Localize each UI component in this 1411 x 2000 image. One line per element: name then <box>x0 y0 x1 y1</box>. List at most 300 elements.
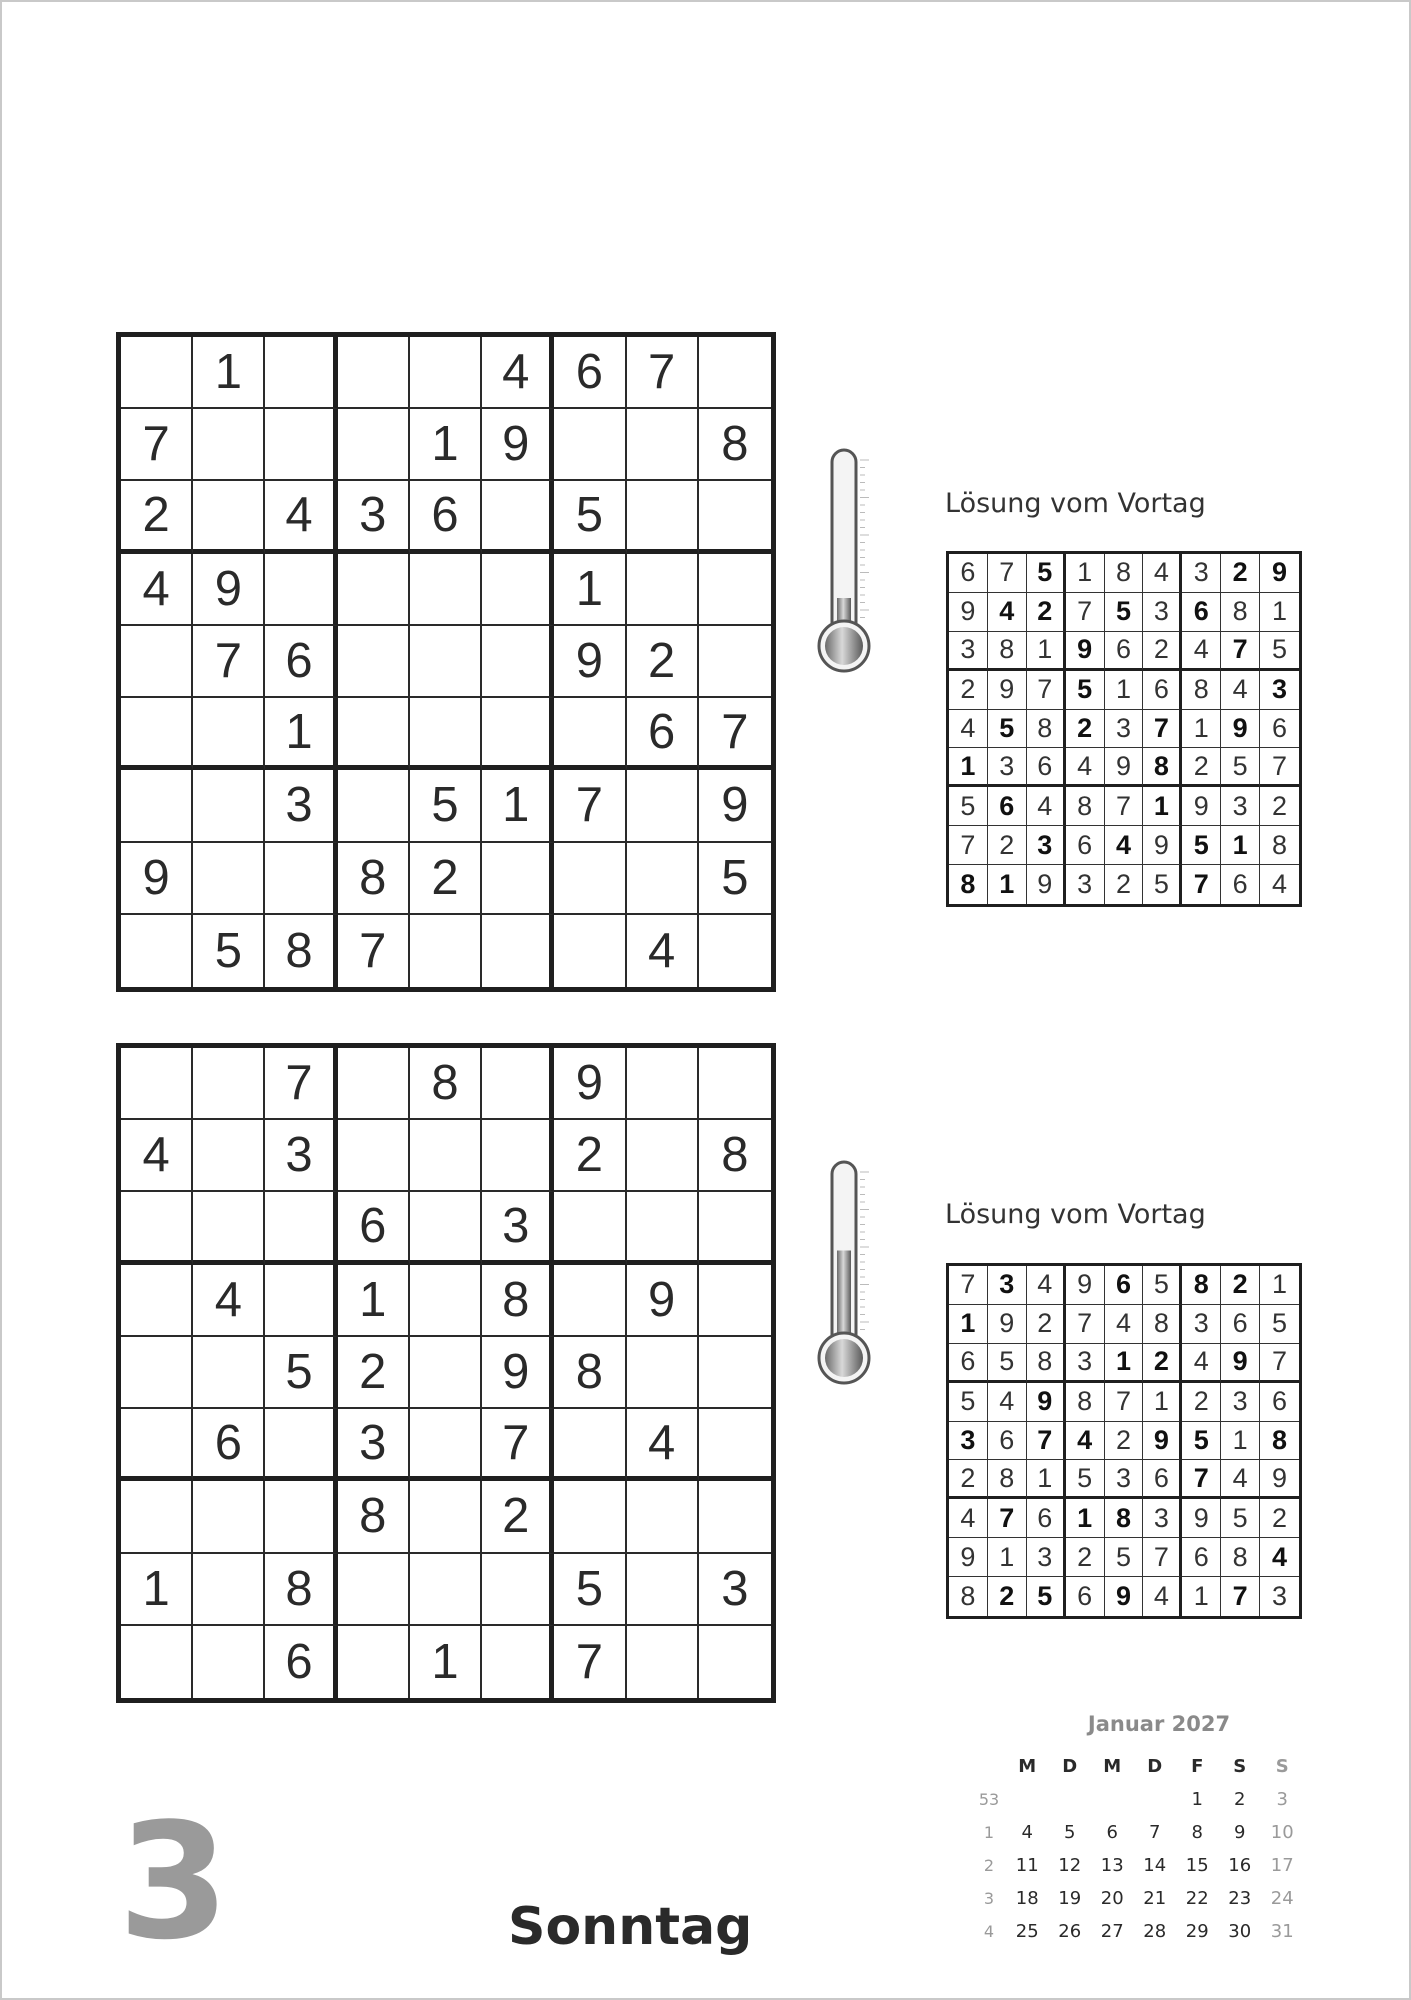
calendar-day: 22 <box>1185 1888 1209 1909</box>
solution-cell: 8 <box>1105 554 1144 593</box>
solution-cell: 1 <box>1260 1266 1299 1305</box>
sudoku-cell: 8 <box>338 1481 410 1553</box>
sudoku-cell <box>482 554 554 626</box>
calendar-day: 27 <box>1100 1921 1124 1942</box>
sudoku-cell <box>627 770 699 842</box>
solution-cell: 2 <box>1027 593 1066 632</box>
solution-cell: 4 <box>1027 1266 1066 1305</box>
solution-cell: 2 <box>1143 632 1182 671</box>
solution-cell: 2 <box>1260 1499 1299 1538</box>
solution-cell: 8 <box>988 1460 1027 1499</box>
sudoku-cell: 7 <box>265 1048 337 1120</box>
solution-cell: 9 <box>1143 826 1182 865</box>
sudoku-cell <box>121 1337 193 1409</box>
solution-cell: 1 <box>1182 710 1221 749</box>
sudoku-cell: 1 <box>410 1626 482 1698</box>
day-name: Sonntag <box>508 1897 753 1957</box>
solution-cell: 3 <box>1105 710 1144 749</box>
solution-cell: 2 <box>1105 865 1144 904</box>
calendar-day: 2 <box>1234 1789 1246 1810</box>
sudoku-cell <box>482 626 554 698</box>
weekday-header: M <box>1103 1756 1122 1777</box>
solution-cell: 3 <box>1260 671 1299 710</box>
calendar-day: 15 <box>1185 1855 1209 1876</box>
calendar-day: 30 <box>1228 1921 1252 1942</box>
sudoku-cell <box>554 1265 626 1337</box>
sudoku-cell: 9 <box>627 1265 699 1337</box>
solution-cell: 7 <box>1066 593 1105 632</box>
solution-cell: 3 <box>1143 1499 1182 1538</box>
solution-cell: 6 <box>1221 1305 1260 1344</box>
sudoku-cell <box>121 1481 193 1553</box>
sudoku-cell <box>193 409 265 481</box>
solution-cell: 9 <box>988 671 1027 710</box>
sudoku-cell <box>699 1481 771 1553</box>
sudoku-cell: 9 <box>121 843 193 915</box>
sudoku-cell: 6 <box>627 698 699 770</box>
sudoku-cell: 2 <box>627 626 699 698</box>
solution-cell: 9 <box>1105 1577 1144 1616</box>
solution-cell: 2 <box>1182 1383 1221 1422</box>
sudoku-cell <box>482 698 554 770</box>
solution-cell: 8 <box>1143 1305 1182 1344</box>
sudoku-cell <box>410 915 482 987</box>
solution-cell: 9 <box>949 1538 988 1577</box>
sudoku-cell: 9 <box>554 1048 626 1120</box>
sudoku-cell: 8 <box>554 1337 626 1409</box>
calendar-day: 8 <box>1191 1822 1203 1843</box>
weekday-header: S <box>1275 1756 1289 1777</box>
solution-cell: 4 <box>949 1499 988 1538</box>
sudoku-cell <box>338 626 410 698</box>
sudoku-cell <box>699 1409 771 1481</box>
solution-cell: 1 <box>1221 1422 1260 1461</box>
weekday-header: F <box>1191 1756 1204 1777</box>
sudoku-cell <box>482 1626 554 1698</box>
sudoku-cell <box>193 1337 265 1409</box>
solution-cell: 6 <box>988 787 1027 826</box>
solution-cell: 7 <box>1182 1460 1221 1499</box>
sudoku-cell <box>193 698 265 770</box>
sudoku-cell: 6 <box>265 1626 337 1698</box>
solution-cell: 5 <box>1105 593 1144 632</box>
sudoku-cell: 8 <box>265 915 337 987</box>
sudoku-cell <box>699 1192 771 1264</box>
calendar-day: 1 <box>1191 1789 1203 1810</box>
solution-cell: 5 <box>1260 1305 1299 1344</box>
sudoku-cell <box>265 1409 337 1481</box>
sudoku-cell <box>265 409 337 481</box>
sudoku-cell: 9 <box>193 554 265 626</box>
solution-cell: 8 <box>1221 1538 1260 1577</box>
sudoku-cell: 8 <box>482 1265 554 1337</box>
solution-cell: 7 <box>1260 748 1299 787</box>
solution-cell: 2 <box>949 1460 988 1499</box>
solution-cell: 9 <box>1027 865 1066 904</box>
sudoku-cell: 2 <box>554 1120 626 1192</box>
solution-cell: 7 <box>1221 632 1260 671</box>
solution-label-2: Lösung vom Vortag <box>945 1199 1206 1230</box>
sudoku-cell: 1 <box>265 698 337 770</box>
solution-cell: 9 <box>988 1305 1027 1344</box>
sudoku-cell <box>554 698 626 770</box>
solution-cell: 8 <box>1143 748 1182 787</box>
solution-cell: 7 <box>988 554 1027 593</box>
calendar-day: 25 <box>1015 1921 1039 1942</box>
solution-cell: 8 <box>1066 1383 1105 1422</box>
sudoku-cell <box>699 1265 771 1337</box>
sudoku-cell: 4 <box>121 554 193 626</box>
sudoku-cell <box>410 1120 482 1192</box>
solution-cell: 5 <box>949 1383 988 1422</box>
solution-cell: 9 <box>1066 632 1105 671</box>
sudoku-cell: 2 <box>338 1337 410 1409</box>
sudoku-cell: 9 <box>554 626 626 698</box>
solution-cell: 1 <box>949 748 988 787</box>
sudoku-cell: 7 <box>627 337 699 409</box>
sudoku-cell: 2 <box>121 481 193 553</box>
calendar-day <box>1049 1783 1092 1816</box>
solution-cell: 1 <box>1143 1383 1182 1422</box>
sudoku-cell: 7 <box>482 1409 554 1481</box>
sudoku-cell <box>627 1120 699 1192</box>
calendar-day: 20 <box>1100 1888 1124 1909</box>
solution-cell: 4 <box>988 1383 1027 1422</box>
solution-cell: 8 <box>1182 1266 1221 1305</box>
sudoku-cell: 6 <box>554 337 626 409</box>
solution-cell: 5 <box>1027 554 1066 593</box>
solution-cell: 9 <box>1105 748 1144 787</box>
solution-label-1: Lösung vom Vortag <box>945 488 1206 519</box>
sudoku-cell: 4 <box>121 1120 193 1192</box>
sudoku-cell: 1 <box>410 409 482 481</box>
sudoku-cell <box>193 481 265 553</box>
sudoku-cell <box>554 1481 626 1553</box>
sudoku-cell: 5 <box>265 1337 337 1409</box>
solution-cell: 4 <box>1066 748 1105 787</box>
calendar-day: 29 <box>1185 1921 1209 1942</box>
solution-cell: 9 <box>1182 1499 1221 1538</box>
sudoku-cell <box>121 915 193 987</box>
solution-cell: 2 <box>1221 554 1260 593</box>
solution-cell: 8 <box>1027 710 1066 749</box>
sudoku-cell <box>627 1481 699 1553</box>
solution-cell: 4 <box>1221 1460 1260 1499</box>
sudoku-cell <box>410 554 482 626</box>
solution-cell: 9 <box>1027 1383 1066 1422</box>
solution-cell: 1 <box>1066 1499 1105 1538</box>
sudoku-cell: 4 <box>193 1265 265 1337</box>
sudoku-cell <box>338 1048 410 1120</box>
solution-cell: 6 <box>949 554 988 593</box>
solution-cell: 4 <box>988 593 1027 632</box>
solution-cell: 5 <box>1143 865 1182 904</box>
solution-cell: 4 <box>1027 787 1066 826</box>
weekday-header: S <box>1233 1756 1247 1777</box>
sudoku-cell: 3 <box>265 1120 337 1192</box>
sudoku-cell <box>265 337 337 409</box>
sudoku-cell <box>627 1192 699 1264</box>
sudoku-cell <box>265 1265 337 1337</box>
sudoku-cell: 4 <box>482 337 554 409</box>
week-number: 53 <box>978 1790 1000 1809</box>
sudoku-cell <box>193 843 265 915</box>
calendar-grid <box>972 1750 1304 1948</box>
sudoku-cell <box>482 1554 554 1626</box>
sudoku-cell <box>627 1554 699 1626</box>
calendar-day: 31 <box>1270 1921 1294 1942</box>
solution-cell: 1 <box>1066 554 1105 593</box>
solution-cell: 2 <box>1182 748 1221 787</box>
sudoku-cell: 7 <box>554 1626 626 1698</box>
sudoku-cell <box>482 481 554 553</box>
sudoku-cell: 1 <box>193 337 265 409</box>
calendar-day: 19 <box>1058 1888 1082 1909</box>
sudoku-cell <box>410 1192 482 1264</box>
mini-calendar <box>972 1712 1312 1957</box>
solution-cell: 3 <box>1221 1383 1260 1422</box>
solution-cell: 8 <box>949 865 988 904</box>
sudoku-cell: 7 <box>193 626 265 698</box>
sudoku-cell <box>193 1554 265 1626</box>
sudoku-cell <box>699 481 771 553</box>
sudoku-cell: 3 <box>482 1192 554 1264</box>
sudoku-cell <box>338 1120 410 1192</box>
solution-cell: 4 <box>1105 1305 1144 1344</box>
solution-cell: 3 <box>988 1266 1027 1305</box>
solution-cell: 2 <box>1066 710 1105 749</box>
sudoku-cell: 2 <box>482 1481 554 1553</box>
solution-cell: 5 <box>949 787 988 826</box>
calendar-day: 14 <box>1143 1855 1167 1876</box>
calendar-day: 17 <box>1270 1855 1294 1876</box>
solution-grid-1 <box>946 551 1302 907</box>
solution-cell: 4 <box>1260 1538 1299 1577</box>
sudoku-cell: 4 <box>627 915 699 987</box>
sudoku-cell: 8 <box>699 1120 771 1192</box>
solution-cell: 7 <box>1105 1383 1144 1422</box>
solution-cell: 8 <box>988 632 1027 671</box>
solution-cell: 3 <box>1027 826 1066 865</box>
calendar-day <box>1006 1783 1049 1816</box>
calendar-title: Januar 2027 <box>1087 1712 1231 1736</box>
sudoku-cell: 9 <box>482 1337 554 1409</box>
solution-cell: 5 <box>1027 1577 1066 1616</box>
sudoku-cell: 8 <box>338 843 410 915</box>
solution-cell: 9 <box>1182 787 1221 826</box>
calendar-day: 7 <box>1149 1822 1161 1843</box>
solution-cell: 7 <box>1027 1422 1066 1461</box>
solution-cell: 1 <box>1260 593 1299 632</box>
solution-cell: 3 <box>1143 593 1182 632</box>
sudoku-cell <box>410 1554 482 1626</box>
sudoku-cell <box>121 1409 193 1481</box>
sudoku-cell <box>121 1626 193 1698</box>
sudoku-cell <box>699 1337 771 1409</box>
sudoku-cell: 4 <box>265 481 337 553</box>
solution-cell: 4 <box>1182 632 1221 671</box>
sudoku-cell <box>627 1626 699 1698</box>
sudoku-cell <box>627 1048 699 1120</box>
solution-cell: 1 <box>1221 826 1260 865</box>
solution-cell: 3 <box>1221 787 1260 826</box>
sudoku-cell <box>410 1265 482 1337</box>
solution-cell: 4 <box>1182 1344 1221 1383</box>
sudoku-cell <box>338 337 410 409</box>
sudoku-cell: 7 <box>699 698 771 770</box>
sudoku-cell <box>410 698 482 770</box>
solution-cell: 4 <box>949 710 988 749</box>
solution-cell: 6 <box>1143 671 1182 710</box>
day-number: 3 <box>118 1788 230 1975</box>
sudoku-cell: 8 <box>699 409 771 481</box>
sudoku-cell <box>554 1192 626 1264</box>
sudoku-cell: 7 <box>121 409 193 481</box>
calendar-day <box>1091 1783 1134 1816</box>
sudoku-cell <box>410 1481 482 1553</box>
sudoku-cell: 6 <box>193 1409 265 1481</box>
solution-cell: 5 <box>1221 1499 1260 1538</box>
sudoku-cell <box>121 1048 193 1120</box>
sudoku-cell <box>121 770 193 842</box>
sudoku-cell <box>265 554 337 626</box>
week-number: 1 <box>983 1823 995 1842</box>
sudoku-cell: 7 <box>338 915 410 987</box>
solution-cell: 3 <box>1182 1305 1221 1344</box>
sudoku-cell <box>265 1192 337 1264</box>
sudoku-cell <box>699 1626 771 1698</box>
sudoku-cell <box>699 1048 771 1120</box>
sudoku-cell <box>338 409 410 481</box>
solution-cell: 6 <box>1105 632 1144 671</box>
solution-cell: 6 <box>1066 1577 1105 1616</box>
sudoku-cell: 7 <box>554 770 626 842</box>
sudoku-cell <box>482 843 554 915</box>
sudoku-cell <box>121 1265 193 1337</box>
calendar-day: 12 <box>1058 1855 1082 1876</box>
solution-cell: 9 <box>949 593 988 632</box>
solution-cell: 9 <box>1143 1422 1182 1461</box>
week-number: 4 <box>983 1922 995 1941</box>
solution-cell: 7 <box>1027 671 1066 710</box>
solution-cell: 6 <box>1027 1499 1066 1538</box>
sudoku-cell <box>627 409 699 481</box>
solution-cell: 3 <box>1066 865 1105 904</box>
sudoku-cell <box>193 1120 265 1192</box>
solution-cell: 2 <box>1027 1305 1066 1344</box>
solution-cell: 4 <box>1272 869 1288 900</box>
calendar-day: 9 <box>1234 1822 1246 1843</box>
solution-cell: 4 <box>1221 671 1260 710</box>
solution-cell: 3 <box>949 1422 988 1461</box>
calendar-day: 28 <box>1143 1921 1167 1942</box>
sudoku-cell <box>699 337 771 409</box>
sudoku-cell <box>554 843 626 915</box>
solution-cell: 8 <box>1260 1422 1299 1461</box>
weekday-header: M <box>1018 1756 1037 1777</box>
solution-cell: 1 <box>988 865 1027 904</box>
sudoku-cell <box>627 1337 699 1409</box>
calendar-day: 18 <box>1015 1888 1039 1909</box>
solution-cell: 6 <box>1182 1538 1221 1577</box>
sudoku-cell: 9 <box>482 409 554 481</box>
solution-grid-2 <box>946 1263 1302 1619</box>
solution-cell: 1 <box>1182 1577 1221 1616</box>
solution-cell: 2 <box>1066 1538 1105 1577</box>
solution-cell: 7 <box>1105 787 1144 826</box>
calendar-day: 3 <box>1276 1789 1288 1810</box>
calendar-day <box>1134 1783 1177 1816</box>
sudoku-cell <box>627 554 699 626</box>
sudoku-cell: 1 <box>482 770 554 842</box>
weekday-header: D <box>1147 1756 1163 1777</box>
sudoku-puzzle-2 <box>116 1043 776 1703</box>
calendar-day: 16 <box>1228 1855 1252 1876</box>
sudoku-cell <box>338 1626 410 1698</box>
sudoku-cell <box>699 915 771 987</box>
sudoku-cell: 3 <box>338 481 410 553</box>
solution-cell: 6 <box>1260 710 1299 749</box>
solution-cell: 5 <box>1143 1266 1182 1305</box>
calendar-day: 13 <box>1100 1855 1124 1876</box>
solution-cell: 3 <box>1066 1344 1105 1383</box>
solution-cell: 7 <box>1260 1344 1299 1383</box>
solution-cell: 8 <box>1260 826 1299 865</box>
solution-cell: 5 <box>1105 1538 1144 1577</box>
solution-cell: 1 <box>949 1305 988 1344</box>
solution-cell: 1 <box>1027 632 1066 671</box>
sudoku-cell <box>482 915 554 987</box>
solution-cell: 7 <box>1143 710 1182 749</box>
solution-cell: 3 <box>949 632 988 671</box>
sudoku-cell <box>554 409 626 481</box>
sudoku-cell <box>482 1048 554 1120</box>
solution-cell: 3 <box>1105 1460 1144 1499</box>
sudoku-cell: 3 <box>699 1554 771 1626</box>
solution-cell: 4 <box>1143 1577 1182 1616</box>
sudoku-cell: 6 <box>338 1192 410 1264</box>
sudoku-cell <box>265 1481 337 1553</box>
sudoku-cell <box>121 337 193 409</box>
sudoku-cell <box>193 770 265 842</box>
solution-cell: 6 <box>1260 1383 1299 1422</box>
solution-cell: 5 <box>1066 1460 1105 1499</box>
solution-cell: 4 <box>1105 826 1144 865</box>
weekday-header: D <box>1062 1756 1078 1777</box>
sudoku-cell <box>627 843 699 915</box>
sudoku-cell: 5 <box>193 915 265 987</box>
solution-cell: 1 <box>1027 1460 1066 1499</box>
sudoku-cell <box>193 1048 265 1120</box>
solution-cell: 4 <box>1143 554 1182 593</box>
solution-cell: 1 <box>988 1538 1027 1577</box>
sudoku-cell <box>338 554 410 626</box>
sudoku-cell <box>699 554 771 626</box>
solution-cell: 1 <box>1143 787 1182 826</box>
solution-cell: 7 <box>1221 1577 1260 1616</box>
solution-cell: 7 <box>1182 865 1221 904</box>
solution-cell: 5 <box>1182 826 1221 865</box>
sudoku-cell: 1 <box>338 1265 410 1337</box>
sudoku-cell: 5 <box>554 481 626 553</box>
sudoku-cell: 1 <box>121 1554 193 1626</box>
solution-cell: 2 <box>949 671 988 710</box>
sudoku-cell <box>121 1192 193 1264</box>
sudoku-cell <box>699 626 771 698</box>
sudoku-cell: 5 <box>410 770 482 842</box>
solution-cell: 5 <box>1260 632 1299 671</box>
solution-cell: 6 <box>1143 1460 1182 1499</box>
